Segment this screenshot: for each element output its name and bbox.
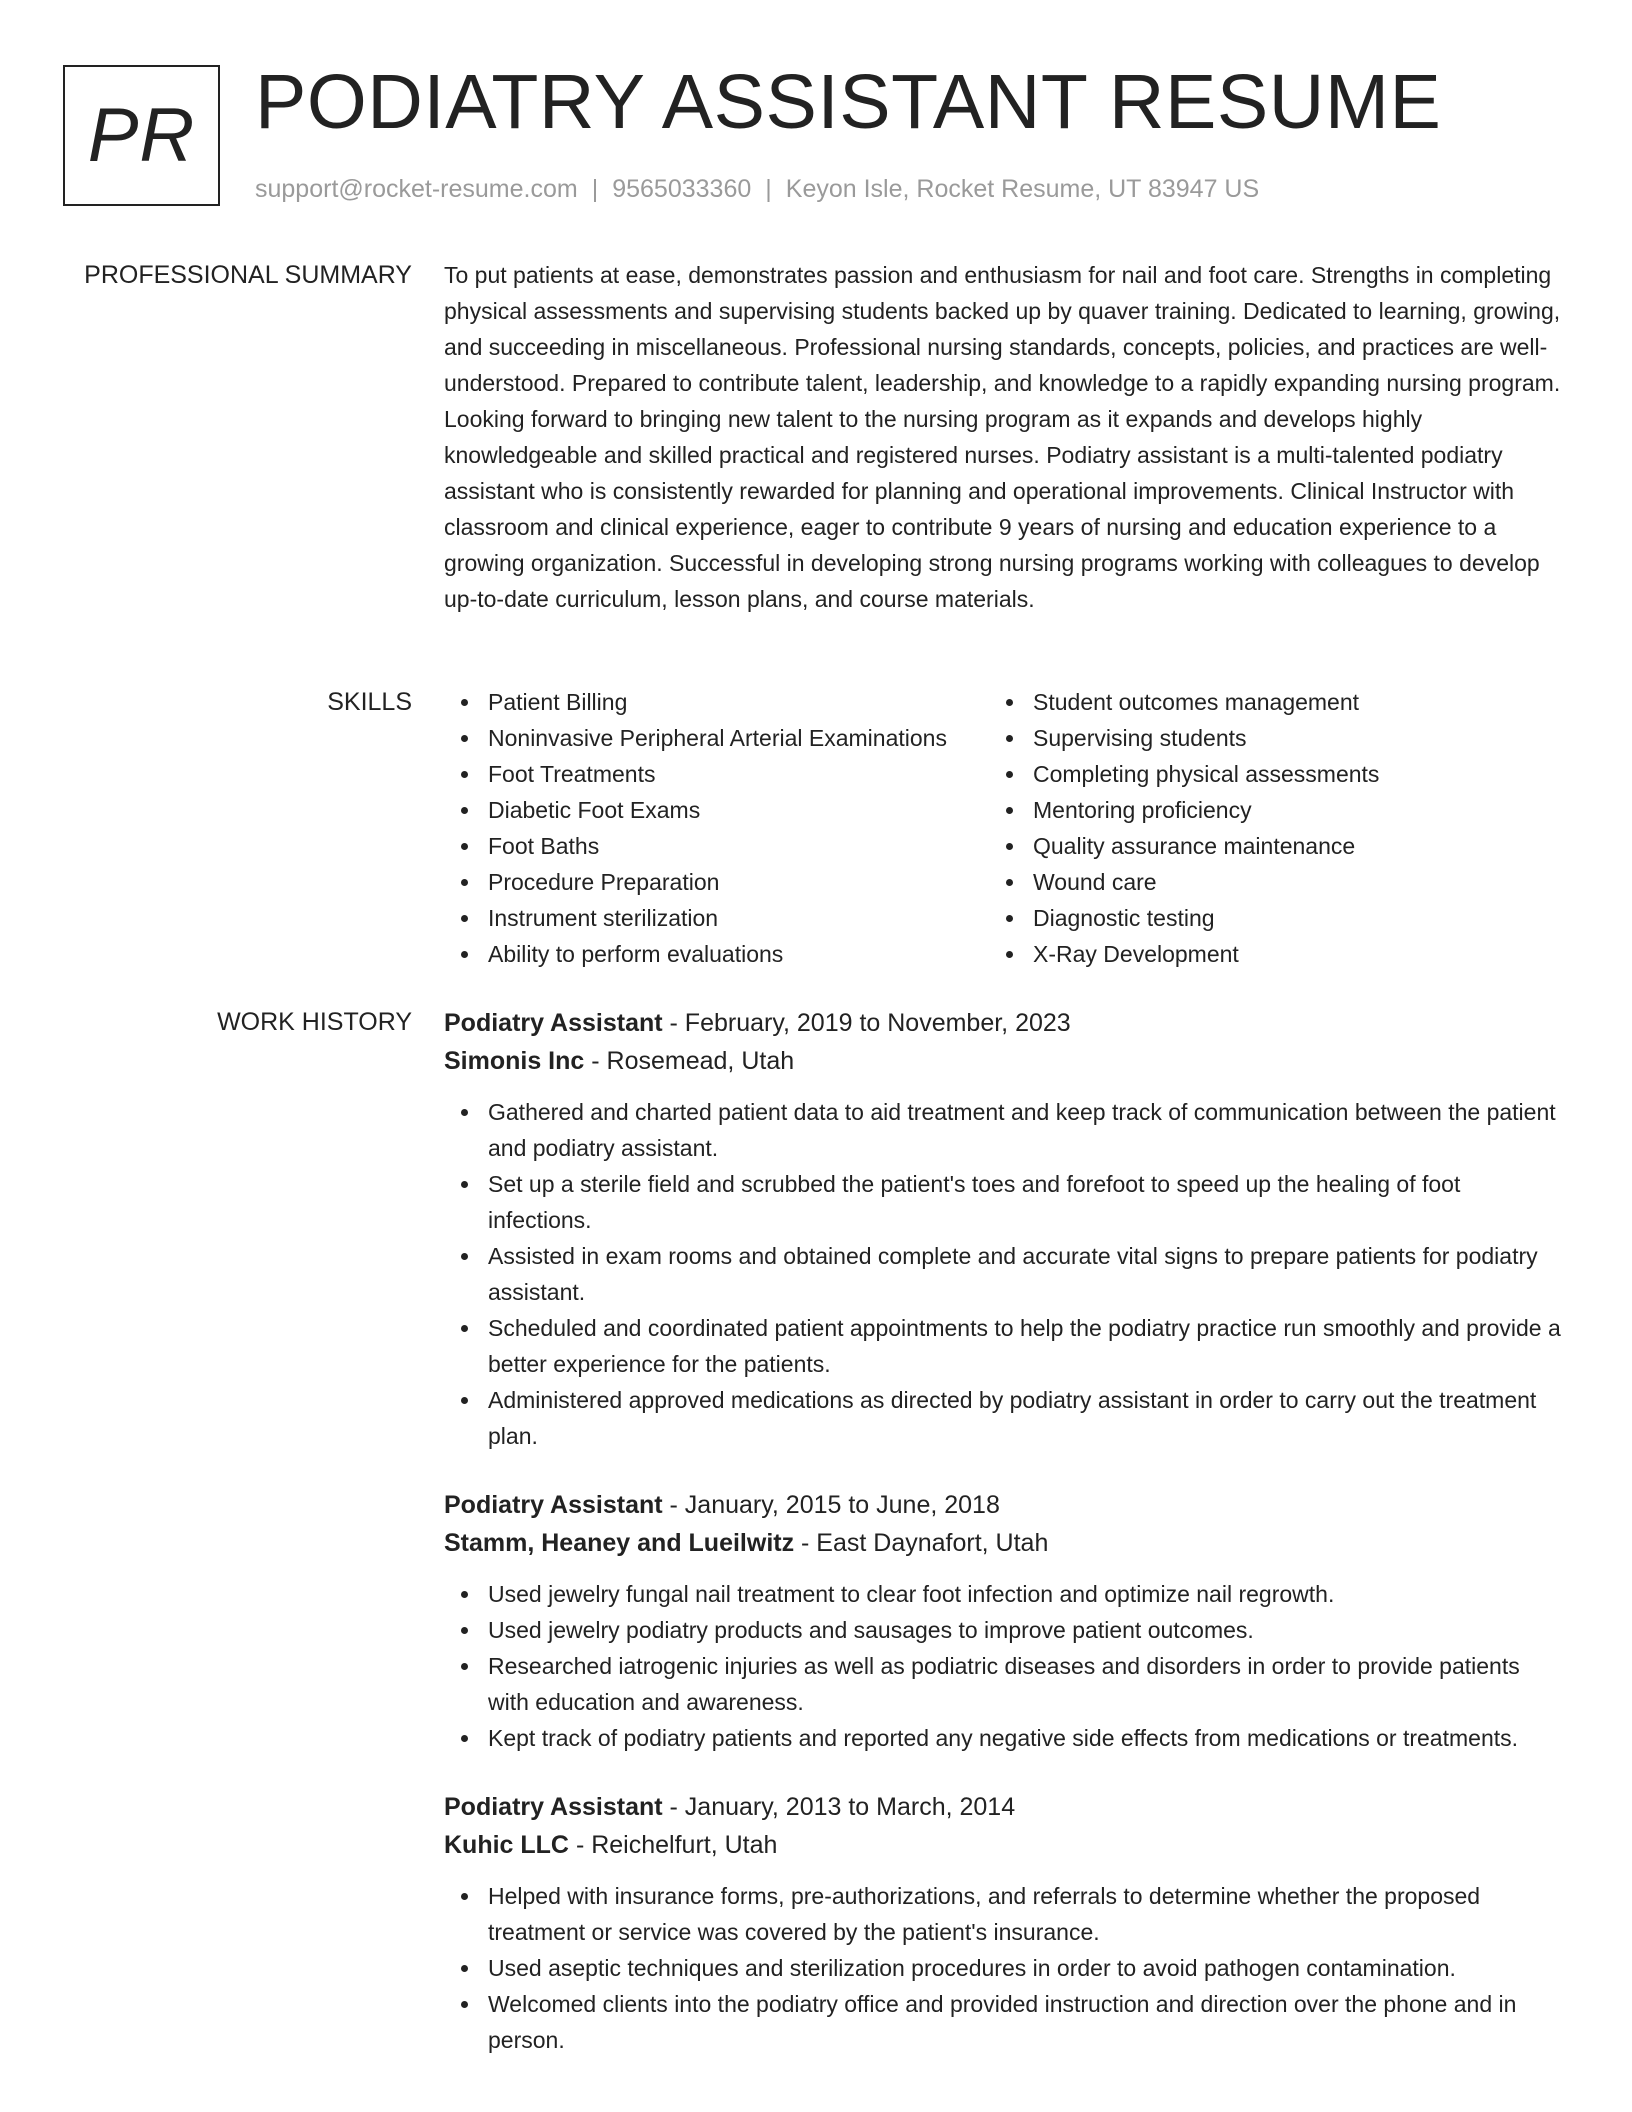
skill-item: Patient Billing bbox=[444, 684, 989, 720]
work-history-body bbox=[444, 1004, 1564, 2090]
job-duty: Gathered and charted patient data to aid treatment and keep track of communication between the patient and podiatry assistant. bbox=[444, 1094, 1564, 1166]
page-title: PODIATRY ASSISTANT RESUME bbox=[255, 59, 1442, 145]
skills-columns bbox=[444, 684, 1564, 972]
job-duty: Scheduled and coordinated patient appointments to help the podiatry practice run smoothly and provide a better experience for the patients. bbox=[444, 1310, 1564, 1382]
job-dates: - January, 2013 to March, 2014 bbox=[662, 1793, 1016, 1821]
job-duty: Welcomed clients into the podiatry office and provided instruction and direction over the phone and in person. bbox=[444, 1986, 1564, 2058]
contact-line bbox=[255, 174, 1259, 204]
job-duties bbox=[444, 1094, 1564, 1454]
skill-item: Procedure Preparation bbox=[444, 864, 989, 900]
skill-item: X-Ray Development bbox=[989, 936, 1534, 972]
job-company: Stamm, Heaney and Lueilwitz bbox=[444, 1529, 795, 1557]
skill-item: Foot Treatments bbox=[444, 756, 989, 792]
job-duty: Helped with insurance forms, pre-authorizations, and referrals to determine whether the proposed treatment or service was covered by the patient's insurance. bbox=[444, 1878, 1564, 1950]
skill-item: Diagnostic testing bbox=[989, 900, 1534, 936]
job-title: Podiatry Assistant bbox=[444, 1491, 663, 1519]
job-title: Podiatry Assistant bbox=[444, 1009, 663, 1037]
job-location: - Reichelfurt, Utah bbox=[569, 1831, 778, 1859]
contact-phone[interactable]: 9565033360 bbox=[612, 175, 752, 203]
job-dates: - January, 2015 to June, 2018 bbox=[662, 1491, 1000, 1519]
skill-item: Noninvasive Peripheral Arterial Examinations bbox=[444, 720, 989, 756]
job-title-line bbox=[444, 1788, 1564, 1826]
skill-item: Student outcomes management bbox=[989, 684, 1534, 720]
job-duty: Used aseptic techniques and sterilization procedures in order to avoid pathogen contamination. bbox=[444, 1950, 1564, 1986]
monogram-logo: PR bbox=[63, 65, 220, 206]
job-duty: Kept track of podiatry patients and reported any negative side effects from medications or treatments. bbox=[444, 1720, 1564, 1756]
job-duties bbox=[444, 1576, 1564, 1756]
job-title-line bbox=[444, 1486, 1564, 1524]
skill-item: Mentoring proficiency bbox=[989, 792, 1534, 828]
skill-item: Completing physical assessments bbox=[989, 756, 1534, 792]
job-duty: Assisted in exam rooms and obtained complete and accurate vital signs to prepare patients for podiatry assistant. bbox=[444, 1238, 1564, 1310]
skills-column-left bbox=[444, 684, 989, 972]
skills-column-right bbox=[989, 684, 1534, 972]
job-title-line bbox=[444, 1004, 1564, 1042]
job-location: - Rosemead, Utah bbox=[584, 1047, 795, 1075]
job-title: Podiatry Assistant bbox=[444, 1793, 663, 1821]
job-company-line bbox=[444, 1042, 1564, 1080]
job-duties bbox=[444, 1878, 1564, 2058]
contact-address: Keyon Isle, Rocket Resume, UT 83947 US bbox=[785, 175, 1260, 203]
job-company: Kuhic LLC bbox=[444, 1831, 569, 1859]
job-company-line bbox=[444, 1524, 1564, 1562]
skill-item: Diabetic Foot Exams bbox=[444, 792, 989, 828]
skill-item: Ability to perform evaluations bbox=[444, 936, 989, 972]
job-duty: Set up a sterile field and scrubbed the patient's toes and forefoot to speed up the healing of foot infections. bbox=[444, 1166, 1564, 1238]
job-dates: - February, 2019 to November, 2023 bbox=[662, 1009, 1071, 1037]
skill-item: Supervising students bbox=[989, 720, 1534, 756]
skill-item: Quality assurance maintenance bbox=[989, 828, 1534, 864]
skill-item: Wound care bbox=[989, 864, 1534, 900]
contact-separator: | bbox=[765, 175, 772, 203]
job-duty: Researched iatrogenic injuries as well as podiatric diseases and disorders in order to provide patients with education and awareness. bbox=[444, 1648, 1564, 1720]
work-history-heading: WORK HISTORY bbox=[217, 1008, 412, 1036]
job-duty: Used jewelry fungal nail treatment to clear foot infection and optimize nail regrowth. bbox=[444, 1576, 1564, 1612]
summary-text: To put patients at ease, demonstrates passion and enthusiasm for nail and foot care. Strengths in completing physical assessments and supervising students backed up by quaver training. Dedicated to learning, growing, and succeeding in miscellaneous. Professional nursing standards, concepts, policies, and practices are well-understood. Prepared to contribute talent, leadership, and knowledge to a rapidly expanding nursing program. Looking forward to bringing new talent to the nursing program as it expands and develops highly knowledgeable and skilled practical and registered nurses. Podiatry assistant is a multi-talented podiatry assistant who is consistently rewarded for planning and operational improvements. Clinical Instructor with classroom and clinical experience, eager to contribute 9 years of nursing and education experience to a growing organization. Successful in developing strong nursing programs working with colleagues to develop up-to-date curriculum, lesson plans, and course materials. bbox=[444, 262, 1561, 612]
skill-item: Foot Baths bbox=[444, 828, 989, 864]
job-duty: Administered approved medications as directed by podiatry assistant in order to carry out the treatment plan. bbox=[444, 1382, 1564, 1454]
job-entry bbox=[444, 1004, 1564, 1454]
job-company: Simonis Inc bbox=[444, 1047, 585, 1075]
contact-email[interactable]: support@rocket-resume.com bbox=[255, 175, 578, 203]
job-entry bbox=[444, 1486, 1564, 1756]
summary-heading: PROFESSIONAL SUMMARY bbox=[84, 261, 412, 289]
skills-heading: SKILLS bbox=[327, 688, 412, 716]
job-entry bbox=[444, 1788, 1564, 2058]
job-location: - East Daynafort, Utah bbox=[794, 1529, 1049, 1557]
job-duty: Used jewelry podiatry products and sausages to improve patient outcomes. bbox=[444, 1612, 1564, 1648]
job-company-line bbox=[444, 1826, 1564, 1864]
summary-body bbox=[444, 257, 1564, 617]
skills-body bbox=[444, 684, 1564, 972]
contact-separator: | bbox=[591, 175, 599, 203]
skill-item: Instrument sterilization bbox=[444, 900, 989, 936]
